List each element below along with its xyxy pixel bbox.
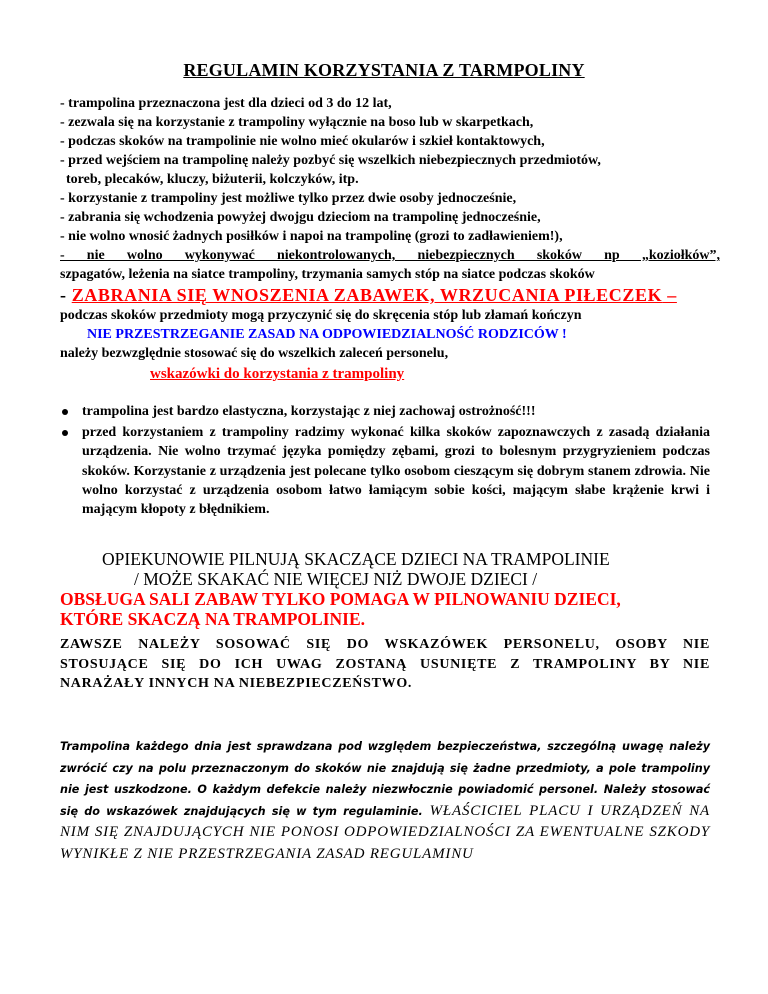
rule-item: [60, 170, 720, 189]
footer-note: [60, 736, 710, 865]
rule-item: szpagatów, leżenia na siatce trampoliny, trzymania samych stóp na siatce podczas skoków: [60, 267, 595, 282]
bullet-icon: [62, 430, 68, 436]
tip-text: przed korzystaniem z trampoliny radzimy wykonać kilka skoków zapoznawczych z zasadą działania urządzenia. Nie wolno trzymać języka pomiędzy zębami, grozi to bolesnym przygryzieniem podczas skoków. Korzystanie z urządzenia jest polecane tylko osobom cieszącym się dobrym stanem zdrowia. Nie wolno korzystać z urządzenia osobom łatwo łamiącym sobie kości, mającym słabe krążenie krwi i mającym kłopoty z błędnikiem.: [82, 425, 710, 518]
rule-item: - trampolina przeznaczona jest dla dzieci od 3 do 12 lat,: [60, 96, 392, 111]
rule-item: - zezwala się na korzystanie z trampoliny wyłącznie na boso lub w skarpetkach,: [60, 115, 534, 130]
bullet-icon: [62, 409, 68, 415]
rule-continuation: toreb, plecaków, kluczy, biżuterii, kolczyków, itp.: [66, 172, 359, 187]
rule-item-red: [60, 284, 720, 306]
tip-text: trampolina jest bardzo elastyczna, korzystając z niej zachowaj ostrożność!!!: [82, 404, 536, 419]
rule-item: podczas skoków przedmioty mogą przyczynić się do skręcenia stóp lub złamań kończyn: [60, 308, 582, 323]
footer-italic-text: Trampolina każdego dnia jest sprawdzana pod względem bezpieczeństwa, szczególną uwagę należy zwrócić czy na polu przeznaczonym do skoków nie znajdują się żadne przedmioty, a pole trampoliny nie jest uszkodzone. O każdym defekcie należy niezwłocznie powiadomić personel. Należy stosować się do wskazówek znajdujących się w tym regulaminie.: [60, 740, 710, 818]
rule-item: - korzystanie z trampoliny jest możliwe tylko przez dwie osoby jednocześnie,: [60, 191, 517, 206]
tip-item: [60, 402, 710, 421]
rule-item: - podczas skoków na trampolinie nie wolno mieć okularów i szkieł kontaktowych,: [60, 134, 545, 149]
rule-item: - nie wolno wykonywać niekontrolowanych, niebezpiecznych skoków np „koziołków”,: [60, 248, 720, 263]
footer-liability-text: WŁAŚCICIEL PLACU I URZĄDZEŃ NA NIM SIĘ ZNAJDUJĄCYCH NIE PONOSI ODPOWIEDZIALNOŚCI ZA EWENTUALNE SZKODY WYNIKŁE Z NIE PRZESTRZEGANIA ZASAD REGULAMINU: [60, 802, 710, 862]
document-title: REGULAMIN KORZYSTANIA Z TARMPOLINY: [183, 60, 585, 80]
rule-item: - przed wejściem na trampolinę należy pozbyć się wszelkich niebezpiecznych przedmiotów,: [60, 153, 601, 168]
warning-line-red: OBSŁUGA SALI ZABAW TYLKO POMAGA W PILNOWANIU DZIECI,: [60, 589, 621, 609]
warning-line-red: KTÓRE SKACZĄ NA TRAMPOLINIE.: [60, 609, 366, 629]
tips-heading: wskazówki do korzystania z trampoliny: [150, 366, 405, 382]
tip-item: [60, 423, 710, 519]
rules-list: [60, 94, 720, 363]
rule-item: - zabrania się wchodzenia powyżej dwojgu dzieciom na trampolinę jednocześnie,: [60, 210, 541, 225]
rule-red-text: ZABRANIA SIĘ WNOSZENIA ZABAWEK, WRZUCANIA PIŁECZEK: [71, 285, 663, 305]
warning-line: OPIEKUNOWIE PILNUJĄ SKACZĄCE DZIECI NA TRAMPOLINIE: [102, 549, 610, 569]
tips-list: [60, 402, 710, 521]
rule-red-suffix: –: [662, 285, 677, 305]
rule-item: należy bezwzględnie stosować się do wszelkich zaleceń personelu,: [60, 346, 449, 361]
warning-line: / MOŻE SKAKAĆ NIE WIĘCEJ NIŻ DWOJE DZIECI /: [134, 569, 538, 589]
warning-block: [60, 549, 730, 629]
rule-item-blue: NIE PRZESTRZEGANIE ZASAD NA ODPOWIEDZIALNOŚĆ RODZICÓW !: [87, 327, 567, 342]
rule-item: - nie wolno wnosić żadnych posiłków i napoi na trampolinę (grozi to zadławieniem!),: [60, 229, 563, 244]
staff-notice: ZAWSZE NALEŻY SOSOWAĆ SIĘ DO WSKAZÓWEK PERSONELU, OSOBY NIE STOSUJĄCE SIĘ DO ICH UWAG ZOSTANĄ USUNIĘTE Z TRAMPOLINY BY NIE NARAŻAŁY INNYCH NA NIEBEZPIECZEŃSTWO.: [60, 637, 710, 691]
rule-red-prefix: -: [60, 285, 72, 305]
